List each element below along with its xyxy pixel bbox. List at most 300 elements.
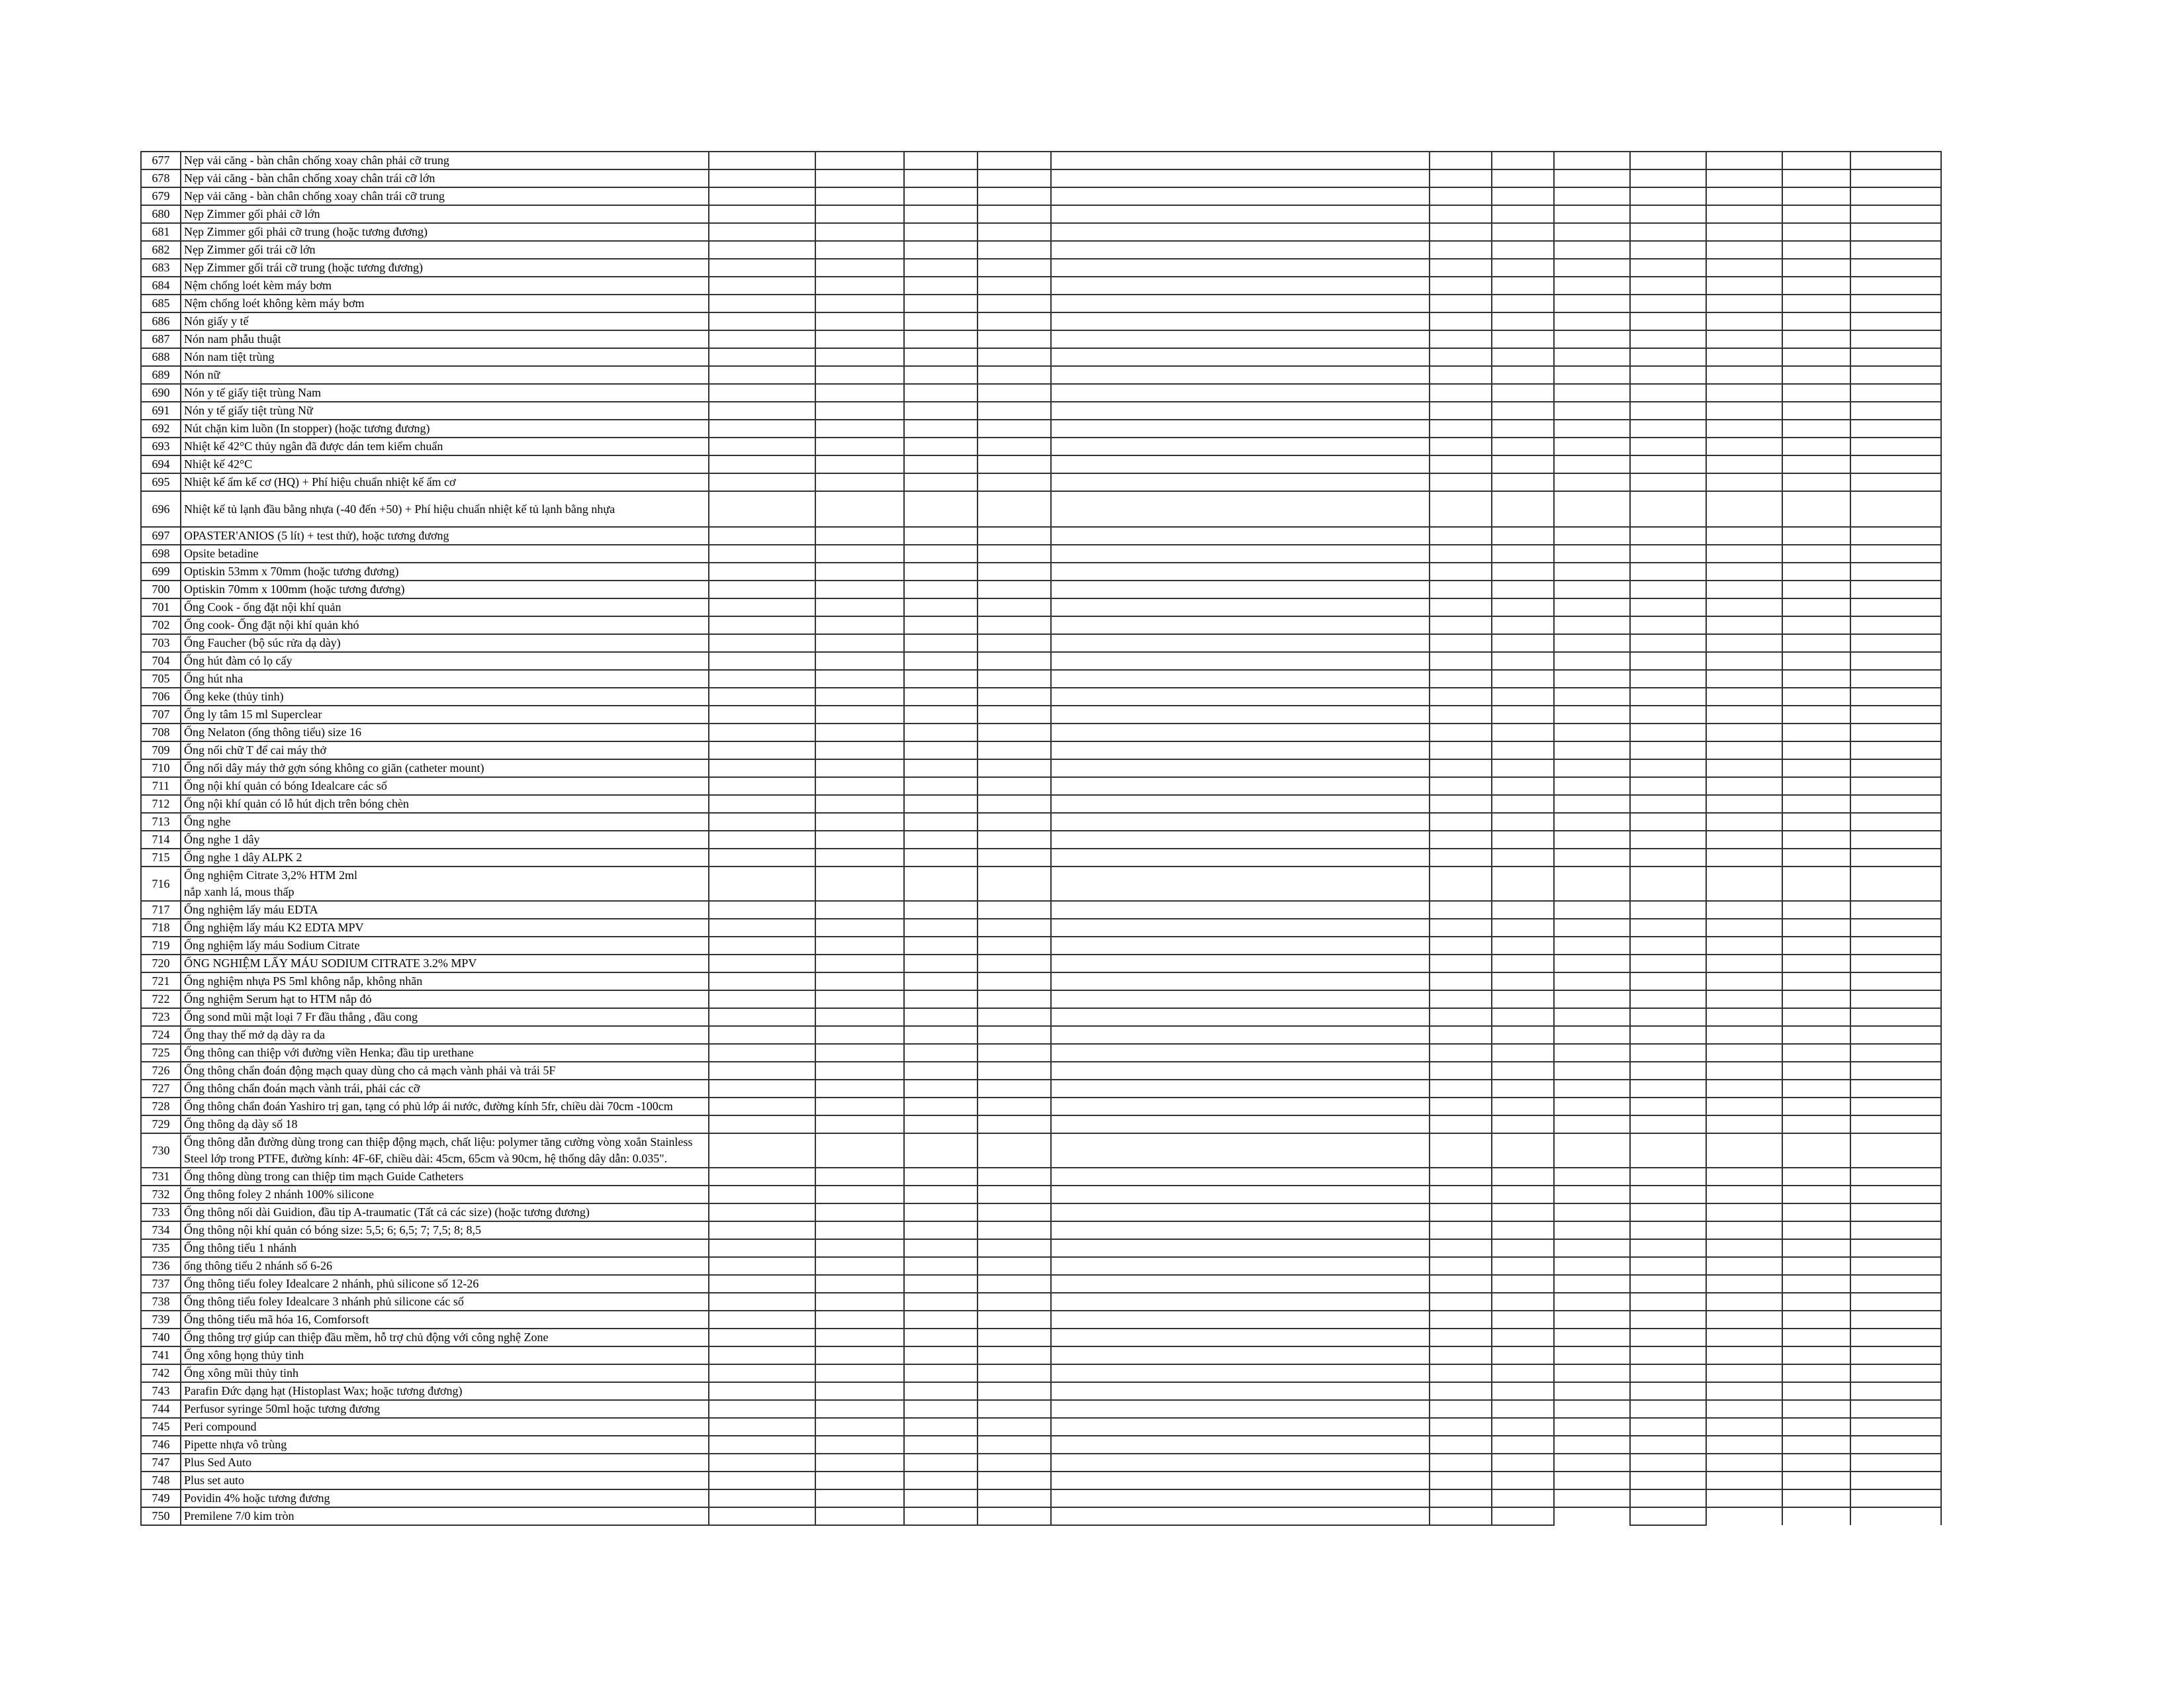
empty-cell [1554, 169, 1630, 187]
item-name: Premilene 7/0 kim tròn [181, 1507, 709, 1525]
row-number: 708 [141, 724, 181, 741]
empty-cell [1850, 1221, 1941, 1239]
empty-cell [978, 402, 1051, 420]
item-name: Nệm chống loét không kèm máy bơm [181, 295, 709, 312]
empty-cell [1706, 473, 1782, 491]
row-number: 699 [141, 563, 181, 581]
item-name: Ống thông chẩn đoán mạch vành trái, phải các cỡ [181, 1080, 709, 1098]
empty-cell [1051, 831, 1430, 849]
table-row [141, 1026, 1941, 1044]
empty-cell [1630, 831, 1706, 849]
empty-cell [1554, 1008, 1630, 1026]
empty-cell [1492, 1168, 1554, 1186]
empty-cell [1850, 598, 1941, 616]
row-number: 729 [141, 1115, 181, 1133]
table-row [141, 1472, 1941, 1489]
row-number: 711 [141, 777, 181, 795]
empty-cell [1554, 1454, 1630, 1472]
empty-cell [1630, 402, 1706, 420]
empty-cell [978, 312, 1051, 330]
table-row [141, 384, 1941, 402]
empty-cell [709, 1008, 815, 1026]
row-number: 694 [141, 455, 181, 473]
empty-cell [1554, 831, 1630, 849]
empty-cell [815, 223, 904, 241]
empty-cell [1850, 849, 1941, 867]
empty-cell [1430, 1382, 1492, 1400]
empty-cell [1492, 1436, 1554, 1454]
empty-cell [709, 1257, 815, 1275]
empty-cell [1630, 1203, 1706, 1221]
empty-cell [904, 545, 978, 563]
empty-cell [1430, 1098, 1492, 1115]
row-number: 721 [141, 972, 181, 990]
table-row [141, 259, 1941, 277]
table-row [141, 1454, 1941, 1472]
empty-cell [1706, 1062, 1782, 1080]
empty-cell [815, 1080, 904, 1098]
empty-cell [815, 1186, 904, 1203]
empty-cell [1850, 955, 1941, 972]
empty-cell [904, 1507, 978, 1525]
empty-cell [1850, 652, 1941, 670]
row-number: 680 [141, 205, 181, 223]
empty-cell [978, 1115, 1051, 1133]
empty-cell [1051, 1239, 1430, 1257]
empty-cell [1850, 1133, 1941, 1168]
empty-cell [1630, 1489, 1706, 1507]
empty-cell [1492, 831, 1554, 849]
empty-cell [1782, 634, 1850, 652]
empty-cell [1051, 688, 1430, 706]
empty-cell [1782, 277, 1850, 295]
empty-cell [1706, 759, 1782, 777]
empty-cell [904, 1472, 978, 1489]
empty-cell [1554, 348, 1630, 366]
item-name: Nhiệt kế tủ lạnh đầu bằng nhựa (-40 đến +50) + Phí hiệu chuẩn nhiệt kế tủ lạnh bằng nhựa [181, 491, 709, 527]
empty-cell [1430, 1275, 1492, 1293]
row-number: 725 [141, 1044, 181, 1062]
empty-cell [815, 1062, 904, 1080]
table-row [141, 1400, 1941, 1418]
empty-cell [709, 455, 815, 473]
empty-cell [1782, 831, 1850, 849]
empty-cell [1492, 1311, 1554, 1329]
empty-cell [978, 724, 1051, 741]
empty-cell [1706, 1257, 1782, 1275]
empty-cell [904, 295, 978, 312]
empty-cell [1492, 1400, 1554, 1418]
table-row [141, 795, 1941, 813]
empty-cell [709, 1080, 815, 1098]
empty-cell [1492, 1221, 1554, 1239]
empty-cell [709, 581, 815, 598]
empty-cell [1430, 366, 1492, 384]
empty-cell [1051, 1008, 1430, 1026]
empty-cell [1430, 581, 1492, 598]
empty-cell [709, 1364, 815, 1382]
item-name: Ống nghiệm lấy máu EDTA [181, 901, 709, 919]
empty-cell [709, 545, 815, 563]
table-row [141, 491, 1941, 527]
empty-cell [1630, 937, 1706, 955]
empty-cell [1782, 1186, 1850, 1203]
empty-cell [1430, 1507, 1492, 1525]
table-row [141, 1346, 1941, 1364]
item-name: Ống thông nối dài Guidion, đầu tip A-traumatic (Tất cả các size) (hoặc tương đương) [181, 1203, 709, 1221]
empty-cell [815, 1239, 904, 1257]
item-name: Ống nội khí quản có lỗ hút dịch trên bóng chèn [181, 795, 709, 813]
empty-cell [904, 1329, 978, 1346]
empty-cell [1706, 205, 1782, 223]
item-name: Ống nghe [181, 813, 709, 831]
empty-cell [815, 420, 904, 438]
empty-cell [815, 1418, 904, 1436]
empty-cell [1554, 1115, 1630, 1133]
empty-cell [1492, 1418, 1554, 1436]
empty-cell [1782, 1436, 1850, 1454]
empty-cell [904, 152, 978, 169]
item-name: Nón nam tiệt trùng [181, 348, 709, 366]
row-number: 678 [141, 169, 181, 187]
empty-cell [1430, 795, 1492, 813]
empty-cell [1430, 1133, 1492, 1168]
empty-cell [815, 277, 904, 295]
row-number: 703 [141, 634, 181, 652]
empty-cell [1706, 1115, 1782, 1133]
empty-cell [1492, 598, 1554, 616]
empty-cell [978, 867, 1051, 901]
empty-cell [709, 937, 815, 955]
empty-cell [1630, 438, 1706, 455]
empty-cell [904, 634, 978, 652]
empty-cell [1850, 867, 1941, 901]
empty-cell [1782, 1062, 1850, 1080]
empty-cell [1706, 919, 1782, 937]
empty-cell [1782, 152, 1850, 169]
empty-cell [1430, 1364, 1492, 1382]
empty-cell [1850, 724, 1941, 741]
table-row [141, 563, 1941, 581]
empty-cell [709, 1454, 815, 1472]
empty-cell [1051, 581, 1430, 598]
empty-cell [1850, 169, 1941, 187]
empty-cell [904, 1080, 978, 1098]
empty-cell [1782, 581, 1850, 598]
empty-cell [978, 1026, 1051, 1044]
empty-cell [1706, 616, 1782, 634]
empty-cell [1630, 706, 1706, 724]
empty-cell [1782, 919, 1850, 937]
empty-cell [1554, 1186, 1630, 1203]
empty-cell [709, 187, 815, 205]
empty-cell [1706, 330, 1782, 348]
table-row [141, 1008, 1941, 1026]
empty-cell [1782, 1026, 1850, 1044]
empty-cell [1630, 1080, 1706, 1098]
empty-cell [1850, 741, 1941, 759]
item-name: Nhiệt kế 42°C [181, 455, 709, 473]
empty-cell [815, 1400, 904, 1418]
empty-cell [1430, 1221, 1492, 1239]
empty-cell [1706, 955, 1782, 972]
item-name: Peri compound [181, 1418, 709, 1436]
empty-cell [1051, 223, 1430, 241]
empty-cell [1782, 1257, 1850, 1275]
empty-cell [1706, 670, 1782, 688]
empty-cell [904, 581, 978, 598]
empty-cell [1782, 616, 1850, 634]
empty-cell [709, 795, 815, 813]
empty-cell [1630, 1221, 1706, 1239]
empty-cell [1492, 259, 1554, 277]
empty-cell [978, 831, 1051, 849]
empty-cell [1554, 152, 1630, 169]
empty-cell [1051, 1186, 1430, 1203]
empty-cell [978, 1364, 1051, 1382]
empty-cell [978, 919, 1051, 937]
item-name: Ống nghe 1 dây [181, 831, 709, 849]
empty-cell [1782, 849, 1850, 867]
empty-cell [1430, 455, 1492, 473]
empty-cell [1782, 688, 1850, 706]
empty-cell [815, 241, 904, 259]
empty-cell [1706, 1080, 1782, 1098]
item-name: Ống nghiệm Serum hạt to HTM nắp đỏ [181, 990, 709, 1008]
empty-cell [1706, 259, 1782, 277]
empty-cell [1782, 990, 1850, 1008]
empty-cell [1430, 1346, 1492, 1364]
empty-cell [1051, 1044, 1430, 1062]
empty-cell [1630, 901, 1706, 919]
empty-cell [978, 563, 1051, 581]
empty-cell [904, 849, 978, 867]
empty-cell [815, 1382, 904, 1400]
empty-cell [1630, 384, 1706, 402]
item-name: Ống thông dạ dày số 18 [181, 1115, 709, 1133]
row-number: 696 [141, 491, 181, 527]
empty-cell [904, 241, 978, 259]
row-number: 738 [141, 1293, 181, 1311]
empty-cell [1850, 670, 1941, 688]
empty-cell [709, 1293, 815, 1311]
empty-cell [1850, 1203, 1941, 1221]
item-name: Ống hút nha [181, 670, 709, 688]
empty-cell [1782, 187, 1850, 205]
empty-cell [1630, 491, 1706, 527]
empty-cell [1051, 1221, 1430, 1239]
empty-cell [1782, 169, 1850, 187]
empty-cell [1850, 420, 1941, 438]
empty-cell [1706, 1454, 1782, 1472]
empty-cell [904, 1115, 978, 1133]
empty-cell [1051, 1382, 1430, 1400]
empty-cell [1706, 652, 1782, 670]
empty-cell [1492, 1115, 1554, 1133]
empty-cell [904, 1239, 978, 1257]
empty-cell [815, 1257, 904, 1275]
empty-cell [1492, 901, 1554, 919]
empty-cell [1554, 1329, 1630, 1346]
table-row [141, 438, 1941, 455]
empty-cell [709, 277, 815, 295]
empty-cell [709, 1133, 815, 1168]
empty-cell [709, 1026, 815, 1044]
empty-cell [709, 1239, 815, 1257]
empty-cell [1630, 527, 1706, 545]
empty-cell [1492, 670, 1554, 688]
empty-cell [1630, 1133, 1706, 1168]
empty-cell [1554, 563, 1630, 581]
empty-cell [1630, 849, 1706, 867]
empty-cell [1850, 1026, 1941, 1044]
empty-cell [709, 1311, 815, 1329]
empty-cell [1630, 724, 1706, 741]
empty-cell [978, 241, 1051, 259]
row-number: 746 [141, 1436, 181, 1454]
empty-cell [1554, 1418, 1630, 1436]
row-number: 707 [141, 706, 181, 724]
empty-cell [1850, 1346, 1941, 1364]
empty-cell [1782, 1400, 1850, 1418]
empty-cell [1492, 581, 1554, 598]
empty-cell [978, 259, 1051, 277]
empty-cell [1430, 187, 1492, 205]
empty-cell [978, 901, 1051, 919]
table-row [141, 813, 1941, 831]
empty-cell [1706, 1168, 1782, 1186]
empty-cell [978, 205, 1051, 223]
empty-cell [1782, 1454, 1850, 1472]
empty-cell [1051, 563, 1430, 581]
empty-cell [815, 813, 904, 831]
empty-cell [1706, 1044, 1782, 1062]
row-number: 736 [141, 1257, 181, 1275]
empty-cell [1630, 1186, 1706, 1203]
empty-cell [1850, 813, 1941, 831]
empty-cell [904, 1186, 978, 1203]
empty-cell [815, 1436, 904, 1454]
empty-cell [978, 420, 1051, 438]
empty-cell [709, 990, 815, 1008]
empty-cell [1706, 1203, 1782, 1221]
empty-cell [709, 688, 815, 706]
empty-cell [1430, 223, 1492, 241]
row-number: 727 [141, 1080, 181, 1098]
empty-cell [1492, 1489, 1554, 1507]
empty-cell [1051, 1454, 1430, 1472]
table-row [141, 366, 1941, 384]
empty-cell [904, 187, 978, 205]
empty-cell [709, 312, 815, 330]
empty-cell [1051, 438, 1430, 455]
empty-cell [1492, 491, 1554, 527]
row-number: 691 [141, 402, 181, 420]
empty-cell [1630, 1062, 1706, 1080]
empty-cell [709, 598, 815, 616]
empty-cell [904, 1133, 978, 1168]
table-row [141, 1275, 1941, 1293]
item-name: Nẹp Zimmer gối phải cỡ lớn [181, 205, 709, 223]
item-name: Ống thông dùng trong can thiệp tim mạch Guide Catheters [181, 1168, 709, 1186]
item-name: Povidin 4% hoặc tương đương [181, 1489, 709, 1507]
empty-cell [904, 937, 978, 955]
table-row [141, 1293, 1941, 1311]
empty-cell [1430, 491, 1492, 527]
empty-cell [1430, 955, 1492, 972]
row-number: 732 [141, 1186, 181, 1203]
empty-cell [1430, 1329, 1492, 1346]
empty-cell [1051, 1098, 1430, 1115]
empty-cell [1051, 330, 1430, 348]
empty-cell [1782, 1275, 1850, 1293]
empty-cell [904, 420, 978, 438]
empty-cell [1492, 277, 1554, 295]
empty-cell [1850, 1400, 1941, 1418]
empty-cell [978, 1275, 1051, 1293]
empty-cell [1051, 777, 1430, 795]
item-name: Optiskin 70mm x 100mm (hoặc tương đương) [181, 581, 709, 598]
empty-cell [1554, 1044, 1630, 1062]
item-name: Ống thông tiểu 1 nhánh [181, 1239, 709, 1257]
item-name: Ống Nelaton (ống thông tiểu) size 16 [181, 724, 709, 741]
empty-cell [1706, 348, 1782, 366]
empty-cell [1782, 1418, 1850, 1436]
empty-cell [904, 312, 978, 330]
empty-cell [978, 1311, 1051, 1329]
empty-cell [815, 455, 904, 473]
empty-cell [1630, 223, 1706, 241]
empty-cell [1850, 1168, 1941, 1186]
empty-cell [904, 1346, 978, 1364]
empty-cell [1554, 223, 1630, 241]
empty-cell [904, 1168, 978, 1186]
row-number: 704 [141, 652, 181, 670]
empty-cell [904, 1044, 978, 1062]
empty-cell [1051, 277, 1430, 295]
empty-cell [904, 205, 978, 223]
empty-cell [815, 867, 904, 901]
empty-cell [1782, 295, 1850, 312]
empty-cell [1630, 1293, 1706, 1311]
empty-cell [1782, 1044, 1850, 1062]
empty-cell [904, 491, 978, 527]
empty-cell [815, 831, 904, 849]
table-row [141, 1239, 1941, 1257]
table-row [141, 670, 1941, 688]
item-name: Ống thông chẩn đoán Yashiro trị gan, tạng có phủ lớp ái nước, đường kính 5fr, chiều dài 70cm -100cm [181, 1098, 709, 1115]
empty-cell [1706, 937, 1782, 955]
empty-cell [1850, 366, 1941, 384]
empty-cell [1782, 598, 1850, 616]
empty-cell [1051, 312, 1430, 330]
empty-cell [1051, 795, 1430, 813]
empty-cell [1554, 1489, 1630, 1507]
empty-cell [709, 366, 815, 384]
empty-cell [815, 1008, 904, 1026]
empty-cell [1051, 741, 1430, 759]
empty-cell [1706, 724, 1782, 741]
empty-cell [1492, 1186, 1554, 1203]
empty-cell [1051, 545, 1430, 563]
empty-cell [1782, 670, 1850, 688]
empty-cell [1051, 706, 1430, 724]
row-number: 693 [141, 438, 181, 455]
empty-cell [1706, 1293, 1782, 1311]
row-number: 733 [141, 1203, 181, 1221]
empty-cell [815, 1364, 904, 1382]
empty-cell [904, 777, 978, 795]
